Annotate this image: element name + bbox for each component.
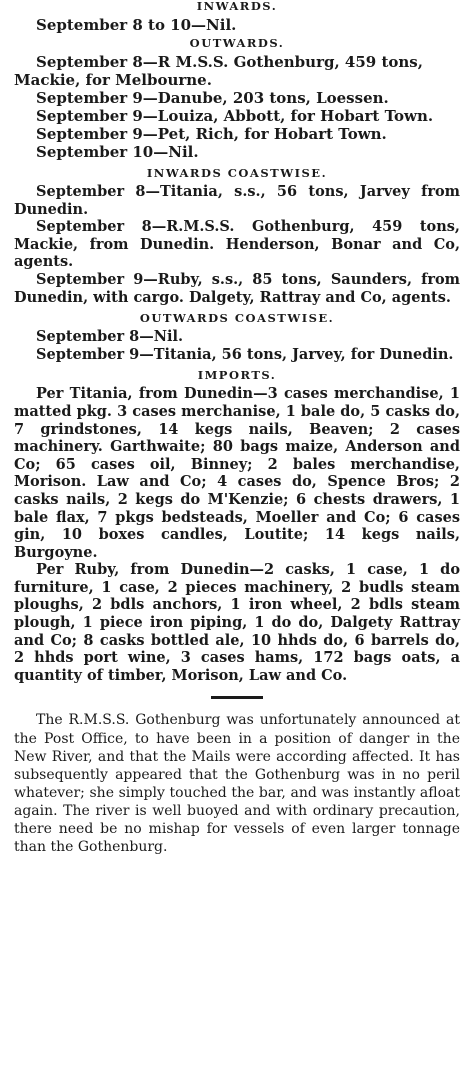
outwards-entry: September 8—R M.S.S. Gothenburg, 459 tons, [36,53,423,71]
outwards-entry: September 9—Pet, Rich, for Hobart Town. [36,125,387,143]
outwards-coastwise-heading: OUTWARDS COASTWISE. [139,311,335,326]
inwards-coastwise-entry: September 9—Ruby, s.s., 85 tons, Saunders, from Dunedin, with cargo. Dalgety, Rattray and Co, agents. [14,270,460,306]
inwards-coastwise-entry: September 8—R.M.S.S. Gothenburg, 459 tons, Mackie, from Dunedin. Henderson, Bonar and Co, agents. [14,218,460,271]
imports-entry: Per Titania, from Dunedin—3 cases merchandise, 1 matted pkg. 3 cases merchanise, 1 bale do, 5 casks do, 7 grindstones, 14 kegs nails, Beaven; 2 cases machinery. Garthwaite; 80 bags maize, Anderson and Co; 65 cases oil, Binney; 2 bales merchandise, Morison. Law and Co; 4 cases do, Spence Bros; 2 casks nails, 2 kegs do M'Kenzie; 6 chests drawers, 1 bale flax, 7 pkgs bedsteads, Moeller and Co; 6 cases gin, 10 boxes candles, Loutite; 14 kegs nails, Burgoyne. [14,385,460,561]
outwards-coastwise-entry: September 8—Nil. [36,328,184,346]
inwards-coastwise-entry: September 8—Titania, s.s., 56 tons, Jarvey from Dunedin. [14,183,460,218]
gothenburg-notice: The R.M.S.S. Gothenburg was unfortunately announced at the Post Office, to have been in a position of danger in the New River, and that the Mails were according affected. It has subsequently appeared that the Gothenburg was in no peril whatever; she simply touched the bar, and was instantly afloat again. The river is well buoyed and with ordinary precaution, there need be no mishap for vessels of even larger tonnage than the Gothenburg. [14,712,460,856]
outwards-entry: September 9—Danube, 203 tons, Loessen. [36,89,389,107]
outwards-entry: September 10—Nil. [36,143,199,161]
outwards-heading: OUTWARDS. [189,36,285,50]
section-divider [211,696,263,699]
inwards-heading: INWARDS. [196,0,278,13]
imports-entry: Per Ruby, from Dunedin—2 casks, 1 case, 1 do furniture, 1 case, 2 pieces machinery, 2 budls steam ploughs, 2 bdls anchors, 1 iron wheel, 2 bdls steam plough, 1 piece iron piping, 1 do do, Dalgety Rattray and Co; 8 casks bottled ale, 10 hhds do, 6 barrels do, 2 hhds port wine, 3 cases hams, 172 bags oats, a quantity of timber, Morison, Law and Co. [14,561,460,684]
inwards-coastwise-heading: INWARDS COASTWISE. [146,166,328,180]
imports-heading: IMPORTS. [197,368,277,383]
outwards-entry: September 9—Louiza, Abbott, for Hobart Town. [36,107,434,125]
outwards-coastwise-entry: September 9—Titania, 56 tons, Jarvey, for Dunedin. [36,345,454,363]
inwards-entry: September 8 to 10—Nil. [36,16,237,34]
outwards-entry-continuation: Mackie, for Melbourne. [14,71,212,89]
